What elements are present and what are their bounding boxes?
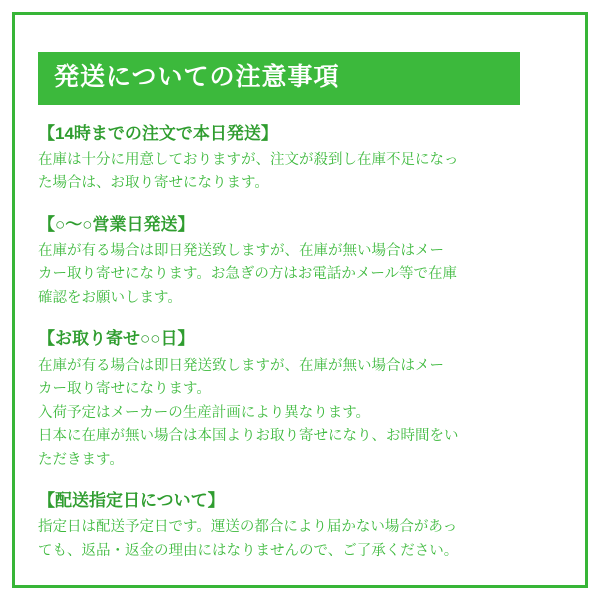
page-title: 発送についての注意事項 bbox=[38, 52, 520, 105]
section-heading: 【配送指定日について】 bbox=[38, 491, 225, 511]
section-delivery-date bbox=[38, 490, 562, 563]
body-line: カー取り寄せになります。お急ぎの方はお電話かメール等で在庫 bbox=[38, 266, 458, 283]
section-business-days-shipping bbox=[38, 214, 562, 311]
section-heading: 【お取り寄せ○○日】 bbox=[38, 329, 195, 349]
body-line: 確認をお願いします。 bbox=[38, 289, 182, 306]
body-line: た場合は、お取り寄せになります。 bbox=[38, 175, 269, 192]
section-same-day-shipping bbox=[38, 123, 562, 196]
body-line: 在庫が有る場合は即日発送致しますが、在庫が無い場合はメー bbox=[38, 357, 444, 374]
document-content bbox=[38, 52, 562, 563]
body-line: 指定日は配送予定日です。運送の都合により届かない場合があっ bbox=[38, 519, 458, 536]
body-line: ても、返品・返金の理由にはなりませんので、ご了承ください。 bbox=[38, 542, 459, 559]
body-line: 日本に在庫が無い場合は本国よりお取り寄せになり、お時間をい bbox=[38, 428, 459, 445]
section-body bbox=[38, 516, 508, 563]
section-heading: 【14時までの注文で本日発送】 bbox=[38, 123, 278, 143]
section-body bbox=[38, 149, 508, 196]
section-body bbox=[38, 240, 508, 310]
section-body bbox=[38, 355, 508, 472]
body-line: カー取り寄せになります。 bbox=[38, 381, 211, 398]
section-backorder bbox=[38, 328, 562, 472]
body-line: ただきます。 bbox=[38, 451, 124, 468]
body-line: 在庫は十分に用意しておりますが、注文が殺到し在庫不足になっ bbox=[38, 151, 459, 168]
body-line: 入荷予定はメーカーの生産計画により異なります。 bbox=[38, 404, 371, 421]
body-line: 在庫が有る場合は即日発送致しますが、在庫が無い場合はメー bbox=[38, 242, 444, 259]
section-heading: 【○〜○営業日発送】 bbox=[38, 214, 195, 234]
